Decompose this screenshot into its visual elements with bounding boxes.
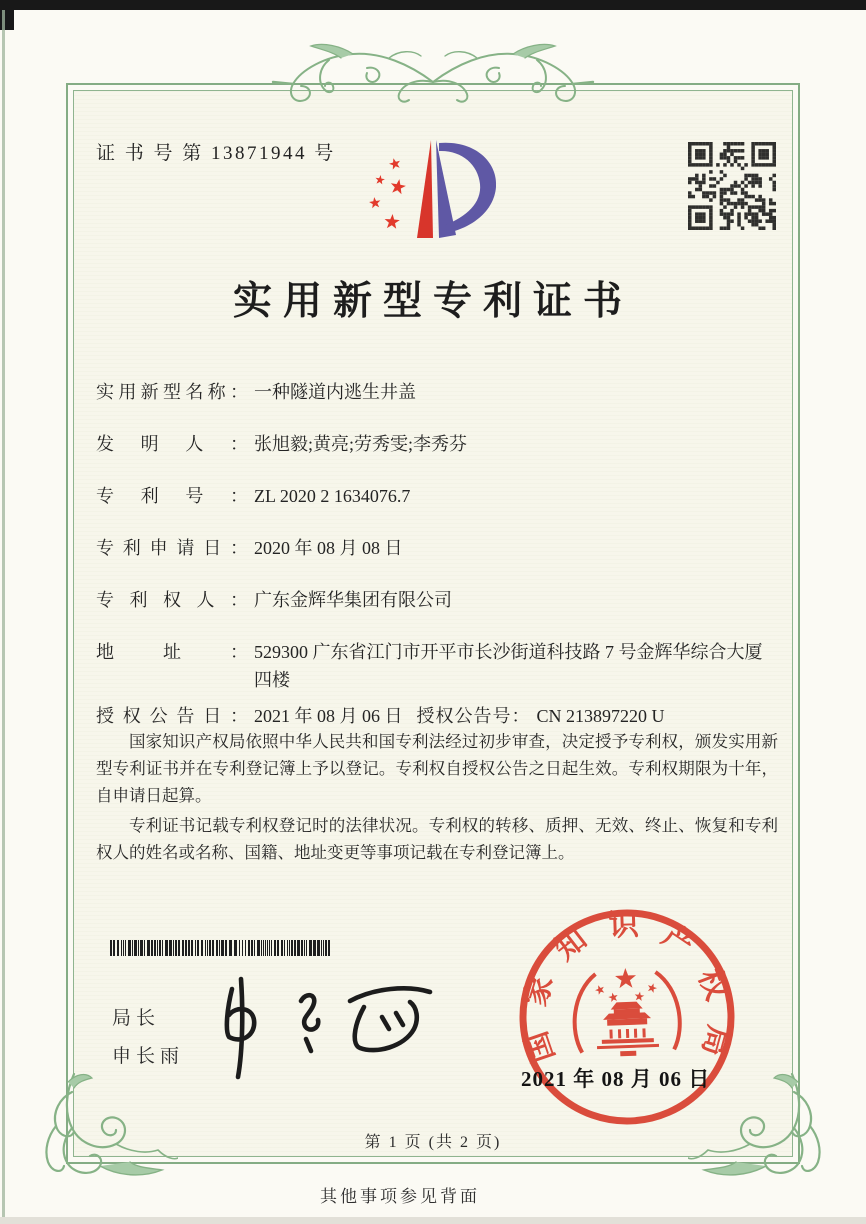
field-row-patent-no xyxy=(96,482,786,510)
field-label: 实用新型名称： xyxy=(96,382,248,402)
field-value: ZL 2020 2 1634076.7 xyxy=(254,486,411,506)
scan-edge-bottom xyxy=(0,1217,866,1224)
back-side-note: 其他事项参见背面 xyxy=(320,1187,480,1206)
field-value: 2021 年 08 月 06 日 xyxy=(254,706,403,726)
svg-text:识: 识 xyxy=(608,908,640,943)
qr-code-icon xyxy=(688,142,776,230)
field-pair-grant-no xyxy=(417,702,665,730)
seal-date: 2021 年 08 月 06 日 xyxy=(521,1067,711,1091)
field-label: 发明人： xyxy=(96,434,248,454)
legal-text xyxy=(96,728,778,869)
field-value: 一种隧道内逃生井盖 xyxy=(254,382,416,402)
certificate-title: 实用新型专利证书 xyxy=(232,280,633,323)
commissioner-signature-icon xyxy=(198,975,454,1087)
field-row-inventors xyxy=(96,430,786,458)
field-label: 地址： xyxy=(96,642,248,662)
field-row-grant xyxy=(96,702,786,730)
legal-paragraph-2: 专利证书记载专利权登记时的法律状况。专利权的转移、质押、无效、终止、恢复和专利权人的姓名或名称、国籍、地址变更等事项记载在专利登记簿上。 xyxy=(96,816,778,862)
cnipa-logo-icon xyxy=(362,134,512,250)
page-number: 第 1 页 (共 2 页) xyxy=(364,1134,502,1151)
svg-text:局: 局 xyxy=(695,1021,736,1060)
svg-text:产: 产 xyxy=(656,918,700,963)
field-label: 专利申请日： xyxy=(96,538,248,558)
commissioner-title: 局长 xyxy=(112,1008,161,1029)
field-label: 专利号： xyxy=(96,486,248,506)
svg-text:知: 知 xyxy=(549,922,594,967)
field-list xyxy=(96,378,786,754)
field-label: 授权公告日： xyxy=(96,706,248,726)
field-row-address xyxy=(96,638,786,694)
scan-edge-top xyxy=(0,0,866,10)
field-value: 529300 广东省江门市开平市长沙街道科技路 7 号金辉华综合大厦四楼 xyxy=(254,642,763,690)
barcode-icon xyxy=(110,940,332,956)
field-label: 授权公告号： xyxy=(416,706,531,726)
field-value: 张旭毅;黄亮;劳秀雯;李秀芬 xyxy=(254,434,468,454)
field-row-filing-date xyxy=(96,534,786,562)
svg-text:国: 国 xyxy=(520,1027,561,1067)
field-value: 2020 年 08 月 08 日 xyxy=(254,538,403,558)
field-value: CN 213897220 U xyxy=(536,706,665,726)
svg-text:权: 权 xyxy=(691,964,734,1005)
field-row-patentee xyxy=(96,586,786,614)
field-label: 专利权人： xyxy=(96,590,248,610)
commissioner-name: 申长雨 xyxy=(112,1046,185,1067)
field-row-name xyxy=(96,378,786,406)
field-value: 广东金辉华集团有限公司 xyxy=(254,590,452,610)
scan-edge-left xyxy=(2,10,5,1224)
legal-paragraph-1: 国家知识产权局依照中华人民共和国专利法经过初步审查，决定授予专利权，颁发实用新型专利证书并在专利登记簿上予以登记。专利权自授权公告之日起生效。专利权期限为十年，自申请日起算。 xyxy=(96,732,778,805)
svg-text:家: 家 xyxy=(519,971,560,1010)
agency-seal-icon xyxy=(506,896,748,1138)
certificate-number: 证 书 号 第 13871944 号 xyxy=(96,143,336,164)
